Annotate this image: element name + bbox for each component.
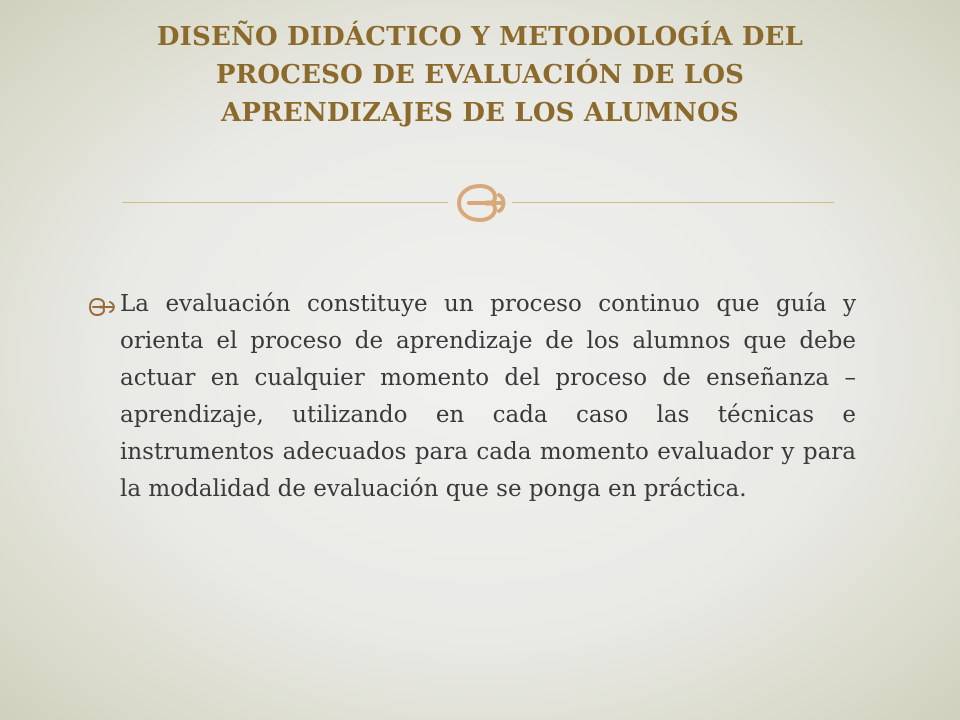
body-paragraph: La evaluación constituye un proceso continuo que guía y orienta el proceso de aprendizaje de los alumnos que debe actuar en cualquier momento del proceso de enseñanza –aprendizaje, utilizando en cada caso las técnicas e instrumentos adecuados para cada momento evaluador y para la modalidad de evaluación que se ponga en práctica.: [120, 291, 856, 502]
ornamental-flourish-icon: [449, 178, 511, 228]
title-line-3: APRENDIZAJES DE LOS ALUMNOS: [221, 98, 739, 128]
body-bullet-item: [88, 286, 856, 508]
divider-line-left: [122, 202, 448, 203]
ornamental-bullet-icon: [88, 296, 118, 318]
slide-title: [100, 18, 860, 132]
divider-line-right: [512, 202, 834, 203]
title-line-1: DISEÑO DIDÁCTICO Y METODOLOGÍA DEL: [156, 22, 804, 52]
title-line-2: PROCESO DE EVALUACIÓN DE LOS: [215, 60, 745, 90]
